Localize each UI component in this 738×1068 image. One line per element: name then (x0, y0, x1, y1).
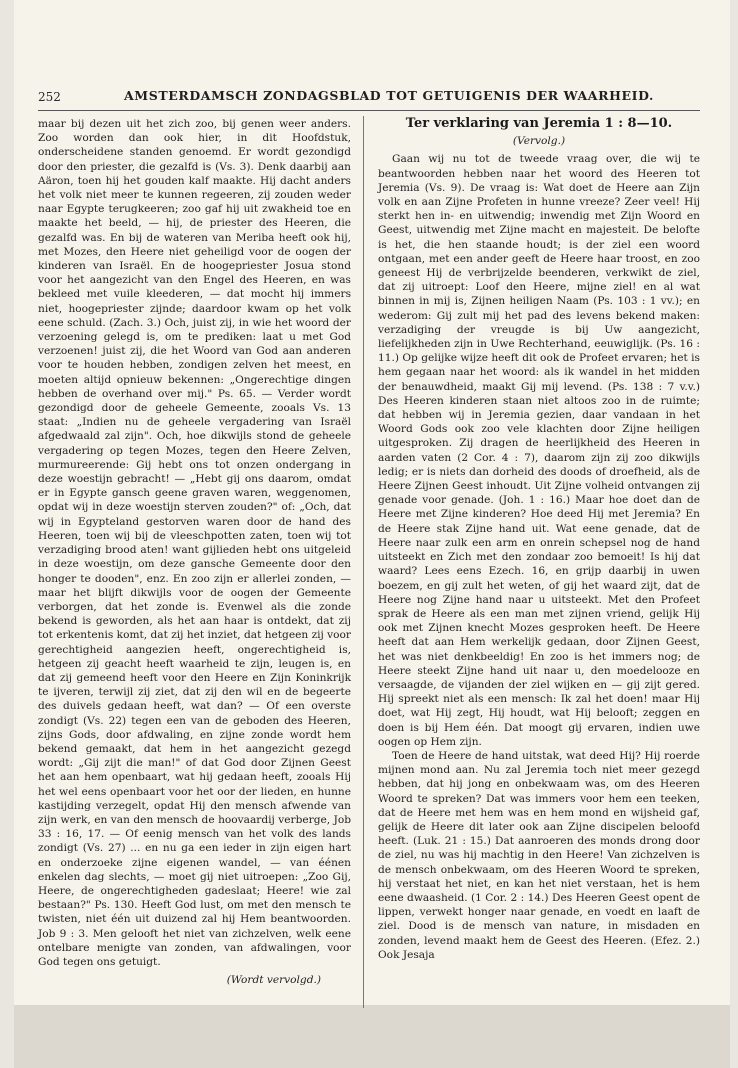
page-number: 252 (38, 90, 61, 104)
continuation-note: (Wordt vervolgd.) (226, 974, 321, 987)
header-rule (38, 110, 700, 111)
page-header (38, 88, 700, 106)
article-title: Ter verklaring van Jeremia 1 : 8—10. (405, 116, 673, 131)
column-divider (363, 116, 364, 1008)
article-subtitle: (Vervolg.) (512, 135, 566, 148)
left-column (38, 117, 351, 987)
article-paragraph-1: Gaan wij nu tot de tweede vraag over, die wij te beantwoorden hebben naar het woord des Heeren tot Jeremia (Vs. 9). De vraag is: Wat doet de Heere aan Zijn volk en aan Zijne Profeten in hunne vreeze? Zeer veel! Hij sterkt hen in- en uitwendig; inwendig met Zijn Woord en Geest, uitwendig met Zijne macht en majesteit. De belofte is het, die hen staande houdt; is der ziel een woord ontgaan, met een ander geeft de Heere haar troost, en zoo geneest Hij de verbrijzelde beenderen, verkwikt de ziel, dat zij uitroept: Loof den Heere, mijne ziel! en al wat binnen in mij is, Zijnen heiligen Naam (Ps. 103 : 1 vv.); en wederom: Gij zult mij het pad des levens bekend maken: verzadiging der vreugde is bij Uw aangezicht, liefelijkheden zijn in Uwe Rechterhand, eeuwiglijk. (Ps. 16 : 11.) Op gelijke wijze heeft dit ook de Profeet ervaren; het is hem gegaan naar het woord: als ik wandel in het midden der benauwdheid, maakt Gij mij levend. (Ps. 138 : 7 v.v.) Des Heeren kinderen staan niet altoos zoo in de ruimte; dat hebben wij in Jeremia gezien, daar vandaan in het Woord Gods ook zoo vele klachten door Zijne heiligen uitgesproken. Zij dragen de heerlijkheid des Heeren in aarden vaten (2 Cor. 4 : 7), daarom zijn zij zoo dikwijls ledig; er is niets dan dorheid des doods of droefheid, als de Heere Zijnen Geest inhoudt. Uit Zijne volheid ontvangen zij genade voor genade. (Joh. 1 : 16.) Maar hoe doet dan de Heere met Zijne kinderen? Hoe deed Hij met Jeremia? En de Heere stak Zijne hand uit. Wat eene genade, dat de Heere naar zulk een arm en onrein schepsel nog de hand uitsteekt en Zich met den zondaar zoo bemoeit! Is hij dat waard? Lees eens Ezech. 16, en grijp daarbij in uwen boezem, en gij zult het weten, of gij het waard zijt, dat de Heere nog Zijne hand naar u uitsteekt. Met den Profeet sprak de Heere als een man met zijnen vriend, gelijk Hij ook met Zijnen knecht Mozes gesproken heeft. De Heere heeft dat aan Hem werkelijk gedaan, door Zijnen Geest, het was niet denkbeeldig! En zoo is het immers nog; de Heere steekt Zijne hand uit naar u, den moedelooze en versaagde, de vijanden der ziel wijken en — gij zijt gered. Hij spreekt niet als een mensch: Ik zal het doen! maar Hij doet, wat Hij zegt, Hij houdt, wat Hij belooft; zeggen en doen is bij Hem één. Dat moogt gij ervaren, indien uwe oogen op Hem zijn. (378, 153, 700, 748)
page-bottom-margin (14, 1005, 730, 1068)
article-paragraph-2: Toen de Heere de hand uitstak, wat deed Hij? Hij roerde mijnen mond aan. Nu zal Jeremia toch niet meer gezegd hebben, dat hij jong en onbekwaam was, om des Heeren Woord te spreken? Dat was immers voor hem een teeken, dat de Heere met hem was en hem mond en wijsheid gaf, gelijk de Heere dit later ook aan Zijne discipelen beloofd heeft. (Luk. 21 : 15.) Dat aanroeren des monds drong door de ziel, nu was hij machtig in den Heere! Van zichzelven is de mensch onbekwaam, om des Heeren Woord te spreken, hij verstaat het niet, en kan het niet verstaan, het is hem eene dwaasheid. (1 Cor. 2 : 14.) Des Heeren Geest opent de lippen, verwekt honger naar genade, en voedt en laaft de ziel. Dood is de mensch van nature, in misdaden en zonden, levend maakt hem de Geest des Heeren. (Efez. 2.) Ook Jesaja (378, 749, 700, 961)
left-column-text: maar bij dezen uit het zich zoo, bij genen weer anders. Zoo worden dan ook hier, in dit Hoofdstuk, onderscheidene standen genoemd. Er wordt gezondigd door den priester, die gezalfd is (Vs. 3). Denk daarbij aan Aäron, toen hij het gouden kalf maakte. Hij dacht anders het volk niet meer te kunnen regeeren, zij zouden weder naar Egypte terugkeeren; zoo gaf hij uit zwakheid toe en maakte het beeld, — hij, de priester des Heeren, die gezalfd was. En bij de wateren van Meriba heeft ook hij, met Mozes, den Heere niet geheiligd voor de oogen der kinderen van Israël. En de hoogepriester Josua stond voor het aangezicht van den Engel des Heeren, en was bekleed met vuile kleederen, — dat mocht hij immers niet, hoogepriester zijnde; daardoor kwam op het volk eene schuld. (Zach. 3.) Och, juist zij, in wie het woord der verzoening gelegd is, om te prediken: laat u met God verzoenen! juist zij, die het Woord van God aan anderen voor te houden hebben, zondigen zelven het meest, en moeten altijd opnieuw bekennen: „Ongerechtige dingen hebben de overhand over mij." Ps. 65. — Verder wordt gezondigd door de geheele Gemeente, zooals Vs. 13 staat: „Indien nu de geheele vergadering van Israël afgedwaald zal zijn". Och, hoe dikwijls stond de geheele vergadering op tegen Mozes, tegen den Heere Zelven, murmureerende: Gij hebt ons tot onzen ondergang in deze woestijn gebracht! — „Hebt gij ons daarom, omdat er in Egypte gansch geene graven waren, weggenomen, opdat wij in deze woestijn sterven zouden?" of: „Och, dat wij in Egypteland gestorven waren door de hand des Heeren, toen wij bij de vleeschpotten zaten, toen wij tot verzadiging brood aten! want gijlieden hebt ons uitgeleid in deze woestijn, om deze gansche Gemeente door den honger te dooden", enz. En zoo zijn er allerlei zonden, — maar het blijft dikwijls voor de oogen der Gemeente verborgen, dat het zonde is. Evenwel als die zonde bekend is geworden, als het aan haar is ontdekt, dat zij tot erkentenis komt, dat zij het inziet, dat hetgeen zij voor gerechtigheid aangezien heeft, ongerechtigheid is, hetgeen zij geacht heeft waarheid te zijn, leugen is, en dat zij gemeend heeft voor den Heere en Zijn Koninkrijk te ijveren, terwijl zij ziet, dat zij den wil en de begeerte des duivels gedaan heeft, wat dan? — Of een overste zondigt (Vs. 22) tegen een van de geboden des Heeren, zijns Gods, door afdwaling, en zijne zonde wordt hem bekend gemaakt, dat hem in het aangezicht gezegd wordt: „Gij zijt die man!" of dat God door Zijnen Geest het aan hem openbaart, wat hij gedaan heeft, zooals Hij het wel eens openbaart voor het oor der lieden, en hunne kastijding verzegelt, opdat Hij den mensch afwende van zijn werk, en van den mensch de hoovaardij verberge, Job 33 : 16, 17. — Of eenig mensch van het volk des lands zondigt (Vs. 27) ... en nu ga een ieder in zijn eigen hart en onderzoeke zijne eigenen wandel, — van éénen enkelen dag slechts, — moet gij niet uitroepen: „Zoo Gij, Heere, de ongerechtigheden gadeslaat; Heere! wie zal bestaan?" Ps. 130. Heeft God lust, om met den mensch te twisten, niet één uit duizend zal hij Hem beantwoorden. Job 9 : 3. Men gelooft het niet van zichzelven, welk eene ontelbare menigte van zonden, van afdwalingen, voor God tegen ons getuigt. (38, 118, 351, 968)
right-column (378, 117, 700, 962)
running-title: AMSTERDAMSCH ZONDAGSBLAD TOT GETUIGENIS DER WAARHEID. (123, 88, 655, 103)
